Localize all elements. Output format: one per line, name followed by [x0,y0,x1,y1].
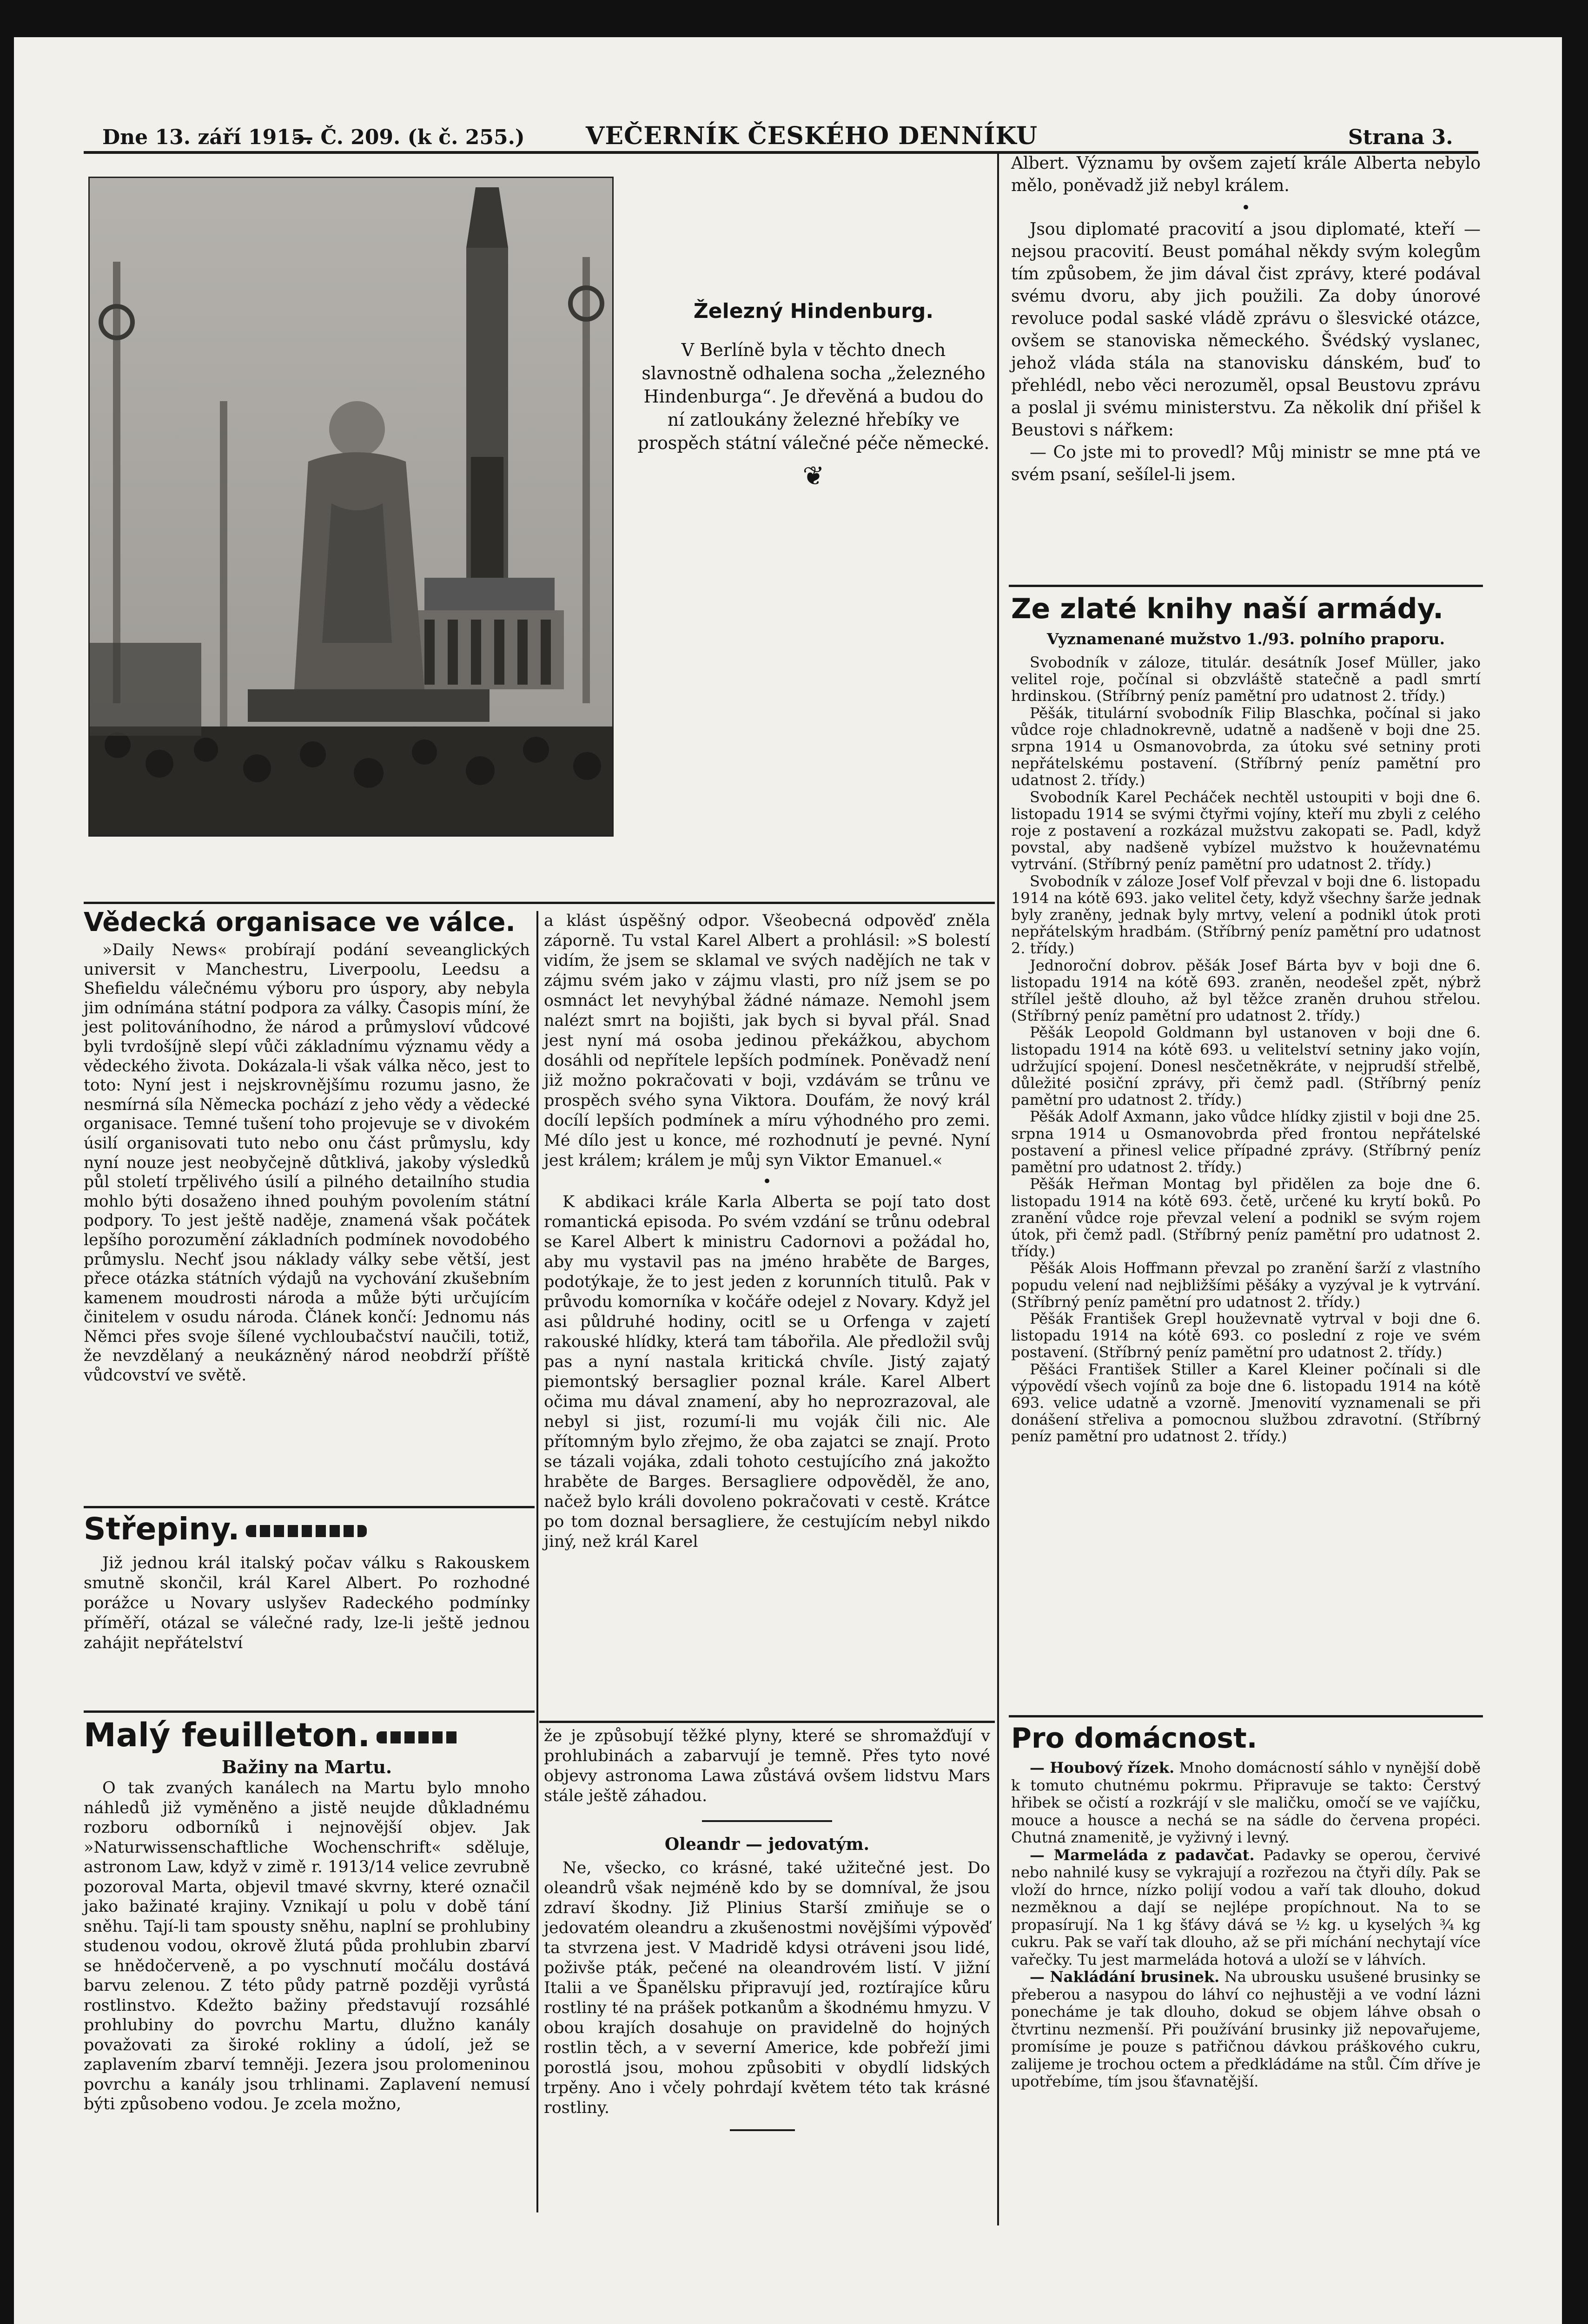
feuilleton-subtitle: Bažiny na Martu. [221,1756,392,1777]
albert-top-p1: Albert. Významu by ovšem zajetí krále Alberta nebylo mělo, poněvadž již nebyl králem. [1011,154,1481,195]
separator [702,1820,832,1822]
feuilleton-heading [84,1716,530,1754]
tip-text: Mnoho domácností sáhlo v nynější době k tomuto chutnému pokrmu. Připravuje se takto: Čerstvý hřibek se očistí a rozkrájí v sle maličku, omočí se ve vajíčku, mouce a housce a nechá se na sádle do červena propéci. Chutná znamenitě, je vyživný i levný. [1011,1759,1481,1846]
domacnost-article [1011,1722,1481,2091]
zlata-kniha-subtitle: Vyznamenané mužstvo 1./93. polního praporu. [1046,630,1445,648]
vedecka-title: Vědecká organisace ve válce. [84,907,516,938]
albert-abdication-article [544,911,990,1552]
albert-top-p3: — Co jste mi to provedl? Můj ministr se mne ptá ve svém psaní, sešílel-li jsem. [1011,443,1481,484]
entry: Svobodník Karel Pecháček nechtěl ustoupiti v boji dne 6. listopadu 1914 se svými čtyřmi vojíny, kteří mu zbyli z celého roje z postavení a rozkázal mužstvu zakopati se. Padl, když povstal, aby nadšeně vybízel mužstvo k houževnatému vytrvání. (Stříbrný peníz pamětní pro udatnost 2. třídy.) [1011,788,1481,873]
wavy-ornament [377,1731,460,1743]
entry: Jednoroční dobrov. pěšák Josef Bárta byv v boji dne 6. listopadu 1914 na kótě 693. zraněn, neodešel zpět, nýbrž střílel ještě dlouho, až byl těžce zraněn druhou střelou. (Stříbrný peníz pamětní pro udatnost 2. třídy.) [1011,956,1481,1025]
end-mark [730,2129,795,2131]
issue-date: Dne 13. září 1915. [102,125,312,149]
zlata-kniha-title: Ze zlaté knihy naší armády. [1011,593,1444,625]
zlata-kniha-article [1011,593,1481,1445]
feuilleton-text: O tak zvaných kanálech na Martu bylo mnoho náhledů již vyměněno a jistě neujde důkladnému rozboru odborníků i nejnovější objev. Jak »Naturwissenschaftliche Wochenschrift« sděluje, astronom Law, když v zimě r. 1913/14 velice zevrubně pozoroval Marta, objevil tmavé skvrny, které označil jako bažinaté krajiny. Vznikají u polu v době tání sněhu. Tají-li tam spousty sněhu, naplní se prohlubiny studenou vodou, okrově žlutá půda prohlubin zbarví se hnědočerveně, a po vyschnutí močálu dostává barvu zelenou. Z této půdy patrně později vyrůstá rostlinstvo. Kdežto bažiny představují rozsáhlé prohlubiny do povrchu Martu, dlužno kanály považovati za široké rokliny a údolí, jež se zaplavením zbarví temněji. Jezera jsou prolomeninou povrchu a kanály jsou trhlinami. Zaplavení nemusí býti způsobeno vodou. Je zcela možno, [84,1779,530,2113]
masthead: VEČERNÍK ČESKÉHO DENNÍKU [586,122,1038,150]
tip-text: Padavky se operou, červivé nebo nahnilé kusy se vykrajují a rozřezou na čtyři díly. Pak se vloží do hrnce, nízko polijí vodou a vaří tak dlouho, dokud nezměknou a dají se nejlépe propíchnout. Na to se propasírují. Na 1 kg šťávy dává se ½ kg. u kyselých ¾ kg cukru. Pak se vaří tak dlouho, až se při míchání nechytají více vařečky. Tu jest marmeláda hotová a uloží se v láhvích. [1011,1846,1481,1968]
hindenburg-text: V Berlíně byla v těchto dnech slavnostně odhalena socha „železného Hindenburga“. Je dřevěná a budou do ní zatloukány železné hřebíky ve prospěch státní válečné péče německé. [637,340,990,453]
household-tip [1011,1968,1481,2091]
column-rule-middle [536,911,538,2212]
vedecka-article [84,906,530,1386]
middle-p2: K abdikaci krále Karla Alberta se pojí tato dost romantická episoda. Po svém vzdání se trůnu odebral se Karel Albert k ministru Cadornovi a požádal ho, aby mu vystavil pas na jméno hraběte de Barges, podotýkaje, že to jest jeden z korunních titulů. Pak v průvodu komorníka v kočáře odejel z Novary. Když jel asi půldruhé hodiny, ocitl se u Orfenga v zajetí rakouské hlídky, která tam tábořila. Ale předložil svůj pas a nyní nastala kritická chvíle. Jistý zajatý piemontský bersaglier poznal krále. Karel Albert očima mu dával znamení, aby ho neprozrazoval, ale nebyl si jist, rozumí-li mu voják čili nic. Ale přítomným bylo zřejmo, že oba zajatci se znají. Proto se tázali vojáka, zdali tohoto cestujícího zná jakožto hraběte de Barges. Bersagliere odpověděl, že ano, načež bylo králi dovoleno pokračovati v cestě. Krátce po tom doznal bersagliere, že cestujícím nebyl nikdo jiný, než král Karel [544,1193,990,1551]
middle-p1: a klást úspěšný odpor. Všeobecná odpověď zněla záporně. Tu vstal Karel Albert a prohlásil: »S bolestí vidím, že jsem se sklamal ve svých nadějích ne tak v zájmu svém jako v zájmu vlasti, pro níž jsem se po osmnáct let nevyhýbal žádné námaze. Nemohl jsem nalézt smrt na bojišti, jak bych si byval přál. Snad jest nyní má osoba jedinou překážkou, abychom dosáhli od nepřítele lepších podmínek. Poněvadž není již možno pokračovati v boji, vzdávám se trůnu ve prospěch svého syna Viktora. Doufám, že nový král docílí lepších podmínek a míru výhodného pro zemi. Mé dílo jest u konce, mé rozhodnutí je pevné. Nyní jest králem; králem je můj syn Viktor Emanuel.« [544,911,990,1170]
tip-label: — Nakládání brusinek. [1030,1968,1220,1986]
entry: Svobodník v záloze, titulár. desátník Josef Müller, jako velitel roje, počínal si obzvláště statečně a padl smrtí hrdinskou. (Stříbrný peníz pamětní pro udatnost 2. třídy.) [1011,654,1481,705]
entry: Pěšák Adolf Axmann, jako vůdce hlídky zjistil v boji dne 25. srpna 1914 u Osmanovobrda před frontou nepřátelské postavení a přinesl velice případné zprávy. (Stříbrný peníz pamětní pro udatnost 2. třídy.) [1011,1108,1481,1176]
tip-label: — Houbový řízek. [1030,1759,1175,1776]
entry: Pěšák Leopold Goldmann byl ustanoven v boji dne 6. listopadu 1914 na kótě 693. u velitelství setniny jako vojín, udržující spojení. Donesl nesčetněkráte, v nejprudší střelbě, důležité posiční zprávy, při čemž padl. (Stříbrný peníz pamětní pro udatnost 2. třídy.) [1011,1023,1481,1109]
tip-label: — Marmeláda z padavčat. [1030,1846,1255,1864]
hindenburg-photo-image [90,178,612,835]
albert-top-p2: Jsou diplomaté pracovití a jsou diplomaté, kteří — nejsou pracovití. Beust pomáhal někdy svým kolegům tím způsobem, že jim dával čist zprávy, které podával svému dvoru, aby jich použili. Za doby únorové revoluce podal saské vládě zprávu o šlesvické otázce, ovšem se stanoviska německého. Švédský vyslanec, jehož vláda stála na stanovisku dánském, buď to přehlédl, nebo věci nerozuměl, opsal Beustovu zprávu a poslal ji svému ministerstvu. Za několik dní přišel k Beustovi s nářkem: [1011,220,1481,440]
entry: Pěšák Heřman Montag byl přidělen za boje dne 6. listopadu 1914 na kótě 693. četě, určené ku krytí boků. Po zranění vůdce roje převzal velení a podnikl se svým rojem útok, při čemž padl. (Stříbrný peníz pamětní pro udatnost 2. třídy.) [1011,1175,1481,1261]
domacnost-title: Pro domácnost. [1011,1722,1257,1755]
issue-number: — Č. 209. (k č. 255.) [293,125,525,149]
oleandr-title: Oleandr — jedovatým. [664,1835,870,1854]
hindenburg-title: Železný Hindenburg. [693,299,934,323]
rule-zlata [1009,585,1483,587]
oleandr-text: Ne, všecko, co krásné, také užitečné jest. Do oleandrů však nejméně kdo by se domníval, že jsou zdraví škodny. Již Plinius Starší zmiňuje se o jedovatém oleandru a zkušenostmi novějšími výpověď ta stvrzena jest. V Madridě kdysi otráveni jsou lidé, poživše pták, pečené na oleandrovém listí. V jižní Italii a ve Španělsku připravují jed, roztírajíce kůru rostliny té na prášek potkanům a škodnému hmyzu. V obou krajích dosahuje on pravidelně do hojných rostlin těch, a v severní Americe, kde pobřeží jimi porostlá jsou, mohou způsobiti v obydlí lidských trpěny. Ano i včely pohrdají květem této tak krásné rostliny. [544,1859,990,2117]
entry: Pěšák, titulární svobodník Filip Blaschka, počínal si jako vůdce roje chladnokrevně, udatně a nadšeně v boji dne 25. srpna 1914 u Osmanovobrda, za útoku své setniny proti nepřátelskému postavení. (Stříbrný peníz pamětní pro udatnost 2. třídy.) [1011,704,1481,789]
page-number: Strana 3. [1348,125,1453,149]
household-tip [1011,1847,1481,1969]
rule-below-photo [84,902,995,904]
feuilleton-cont-text: že je způsobují těžké plyny, které se shromažďují v prohlubinách a zabarvují je temně. Přes tyto nové objevy astronoma Lawa zůstává ovšem lidstvu Mars stále ještě záhadou. [544,1727,990,1805]
ornament: ❦ [802,461,825,491]
strepiny-heading [84,1511,530,1548]
wavy-ornament [246,1525,367,1537]
entry: Pěšák Alois Hoffmann převzal po zranění šarží z vlastního popudu velení nad nejbližšími pěšáky a vyzýval je k vytrvání. (Stříbrný peníz pamětní pro udatnost 2. třídy.) [1011,1259,1481,1311]
newspaper-page [14,37,1562,2324]
household-tip [1011,1759,1481,1847]
hindenburg-article [637,297,990,491]
rule-domacnost [1009,1715,1483,1717]
rule-strepiny [84,1506,535,1508]
tip-text: Na ubrousku usušené brusinky se přeberou a nasypou do láhví co nejhustěji a ve vodní lázni ponecháme je tak dlouho, dokud se objem láhve obsah o čtvrtinu nezmenší. Při používání brusinky již nepovařujeme, promísíme je pouze s patřičnou dávkou práškového cukru, zalijeme je trochou octem a předkládáme na stůl. Čím dříve je upotřebíme, tím jsou šťavnatější. [1011,1968,1481,2090]
feuilleton-article [84,1716,530,2114]
strepiny-text: Již jednou král italský počav válku s Rakouskem smutně skončil, král Karel Albert. Po rozhodné porážce u Novary uslyšev Radeckého podmínky příměří, otázal se válečné rady, lze-li ještě jednou zahájit nepřátelství [84,1554,530,1652]
strepiny-article [84,1511,530,1653]
rule-feuilleton-cont [539,1721,995,1723]
middle-star: • [762,1172,772,1191]
entry: Pěšáci František Stiller a Karel Kleiner počínali si dle výpovědí všech vojínů za boje dne 6. listopadu 1914 na kótě 693. velice udatně a vzorně. Jmenovití vyznamenali se při donášení střeliva a pomocnou službou zdravotní. (Stříbrný peníz pamětní pro udatnost 2. třídy.) [1011,1360,1481,1446]
albert-top-article [1011,152,1481,486]
domacnost-items [1011,1759,1481,2091]
strepiny-title: Střepiny. [84,1511,240,1547]
hindenburg-photo [88,177,614,837]
entry: Svobodník v záloze Josef Volf převzal v boji dne 6. listopadu 1914 na kótě 693. jako velitel čety, když všechny šarže jednak byly zraněny, jednak byly mrtvy, velení a podnikl útok proti nepřátelským hradbám. (Stříbrný peníz pamětní pro udatnost 2. třídy.) [1011,872,1481,957]
rule-feuilleton [84,1710,535,1713]
vedecka-text: »Daily News« probírají podání seveanglických universit v Manchestru, Liverpoolu, Leedsu a Shefieldu válečnému výboru pro úspory, aby nebyla jim odnímána státní podpora za války. Časopis míní, že jest politováníhodno, že národ a průmysloví vůdcové byli tvrdošíjně slepí vůči základnímu významu vědy a vědeckého života. Dokázala-li však válka něco, jest to toto: Nyní jest i nejskrovnějšímu rozumu jasno, že nesmírná síla Německa pochází z jeho vědy a vědecké organisace. Temné tušení toho projevuje se v divokém úsilí organisovati tuto nebo onu část průmyslu, kdy nyní nouze jest neobyčejně důtklivá, jakoby výsledků půl století trpělivého úsilí a pilného detailního studia mohlo býti dosaženo ihned pouhým povolením státní podpory. To jest ještě naděje, znamená však počátek lepšího porozumění základních podmínek novodobého průmyslu. Nechť jsou náklady války sebe větší, jest přece otázka státních výdajů na vychování zkušebním kamenem moudrosti národa a může býti určujícím činitelem v osudu národa. Článek končí: Jednomu nás Němci přes svoje šílené vychloubačství naučili, totiž, že nevzdělaný a neukázněný národ neobdrží příště vůdcovství ve světě. [84,941,530,1385]
albert-top-star: • [1241,198,1251,217]
entry: Pěšák František Grepl houževnatě vytrval v boji dne 6. listopadu 1914 na kótě 693. co poslední z roje ve svém postavení. (Stříbrný peníz pamětní pro udatnost 2. třídy.) [1011,1309,1481,1361]
feuilleton-title: Malý feuilleton. [84,1716,371,1754]
feuilleton-continued [544,1726,990,2131]
zlata-kniha-entries [1011,654,1481,1445]
column-rule-right [997,152,999,2225]
